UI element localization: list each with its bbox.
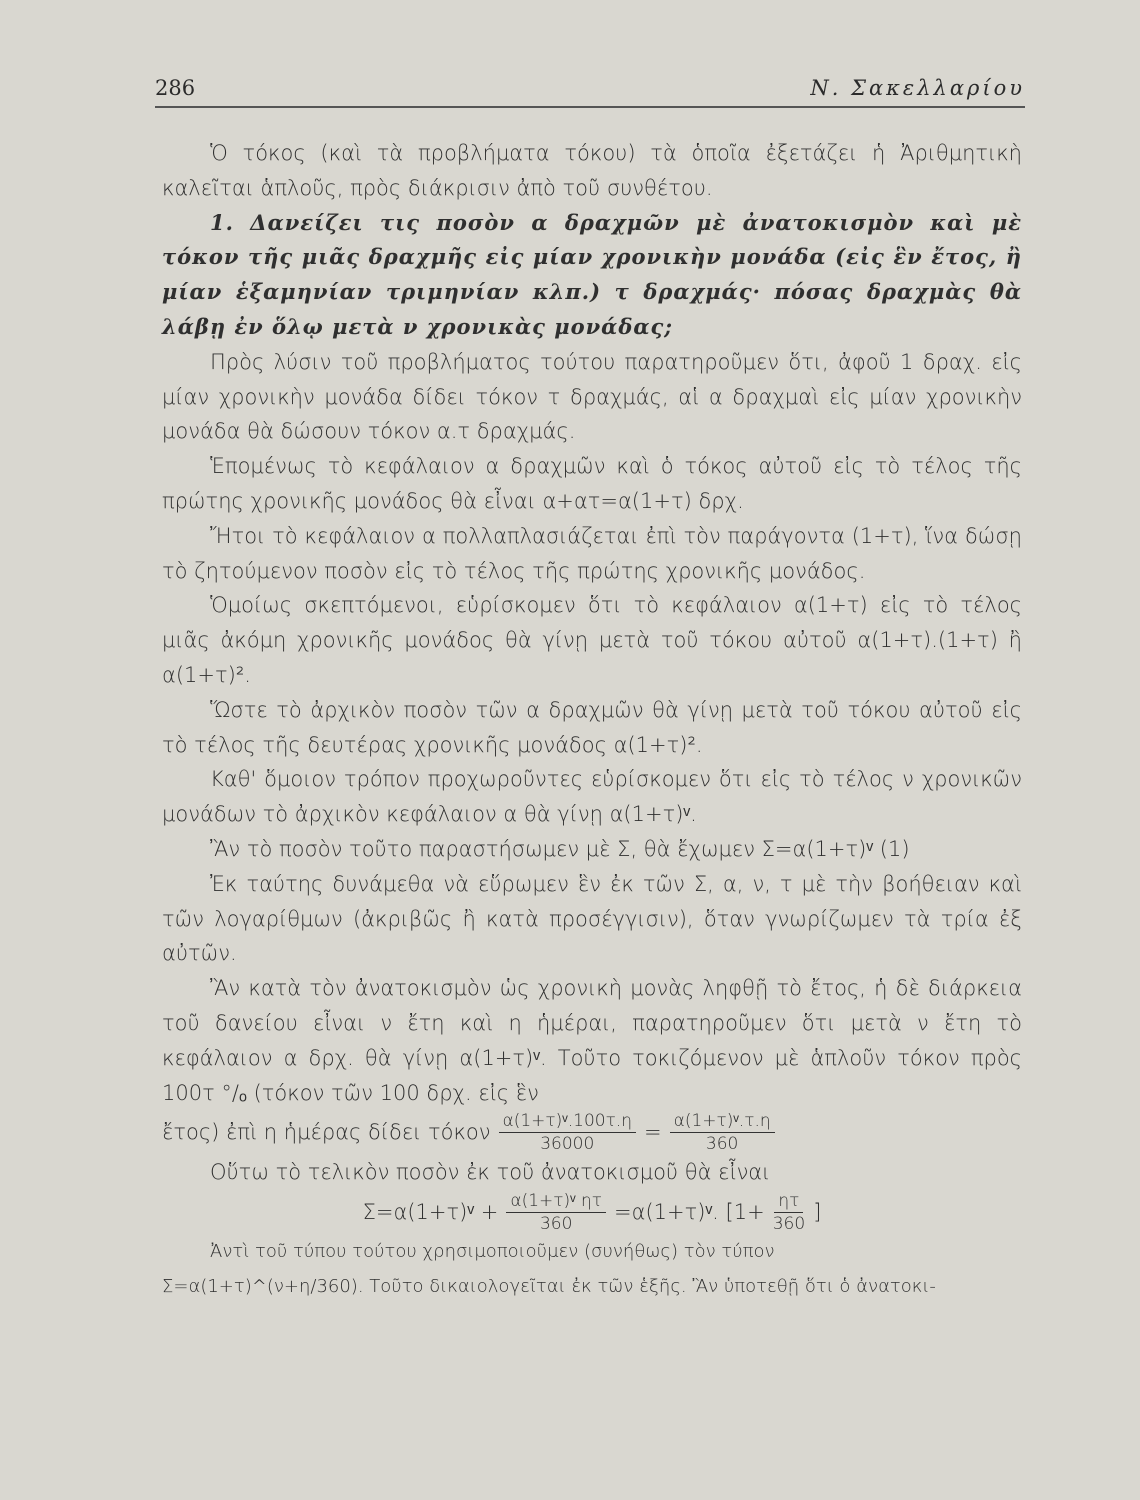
- page-number: 286: [155, 76, 196, 100]
- line-text: ἔτος) ἐπὶ η ἡμέρας δίδει τόκον: [162, 1120, 491, 1145]
- paragraph: Πρὸς λύσιν τοῦ προβλήματος τούτου παρατηροῦμεν ὅτι, ἀφοῦ 1 δραχ. εἰς μίαν χρονικὴν μονάδα δίδει τόκον τ δραχμάς, αἱ α δραχμαὶ εἰς μίαν χρονικὴν μονάδα θὰ δώσουν τόκον α.τ δραχμάς.: [162, 349, 1022, 444]
- interest-fraction-line: [162, 1110, 1022, 1155]
- paragraph: Σ=α(1+τ)^(ν+η/360). Τοῦτο δικαιολογεῖται ἐκ τῶν ἑξῆς. Ἂν ὑποτεθῇ ὅτι ὁ ἀνατοκι-: [162, 1275, 936, 1297]
- paragraph: Ἐκ ταύτης δυνάμεθα νὰ εὕρωμεν ἓν ἐκ τῶν Σ, α, ν, τ μὲ τὴν βοήθειαν καὶ τῶν λογαρίθμων (ἀκριβῶς ἢ κατὰ προσέγγισιν), ὅταν γνωρίζωμεν τὰ τρία ἐξ αὐτῶν.: [162, 871, 1022, 966]
- paragraph: Ὁμοίως σκεπτόμενοι, εὑρίσκομεν ὅτι τὸ κεφάλαιον α(1+τ) εἰς τὸ τέλος μιᾶς ἀκόμη χρονικῆς μονάδος θὰ γίνῃ μετὰ τοῦ τόκου αὐτοῦ α(1+τ).(1+τ) ἢ α(1+τ)².: [162, 593, 1022, 687]
- fraction-numerator: α(1+τ)ᵛ.τ.η: [670, 1110, 775, 1133]
- paragraph: Ἂν κατὰ τὸν ἀνατοκισμὸν ὡς χρονικὴ μονὰς ληφθῇ τὸ ἔτος, ἡ δὲ διάρκεια τοῦ δανείου εἶναι ν ἔτη καὶ η ἡμέραι, παρατηροῦμεν ὅτι μετὰ ν ἔτη τὸ κεφάλαιον α δρχ. θὰ γίνῃ α(1+τ)ᵛ. Τοῦτο τοκιζόμενον μὲ ἁπλοῦν τόκον πρὸς 100τ °/ₒ (τόκον τῶν 100 δρχ. εἰς ἓν: [162, 976, 1022, 1105]
- formula-paragraph: Ἂν τὸ ποσὸν τοῦτο παραστήσωμεν μὲ Σ, θὰ ἔχωμεν Σ=α(1+τ)ᵛ (1): [210, 836, 910, 861]
- fraction: [506, 1190, 606, 1235]
- fraction-numerator: α(1+τ)ᵛ ητ: [506, 1190, 606, 1213]
- fraction-denominator: 360: [539, 1214, 573, 1235]
- fraction: [499, 1110, 637, 1155]
- fraction-numerator: ητ: [774, 1190, 803, 1213]
- fraction-denominator: 360: [705, 1134, 739, 1155]
- equals-sign: =: [644, 1120, 662, 1145]
- paragraph: Ὁ τόκος (καὶ τὰ προβλήματα τόκου) τὰ ὁποῖα ἐξετάζει ἡ Ἀριθμητικὴ καλεῖται ἁπλοῦς, πρὸς διάκρισιν ἀπὸ τοῦ συνθέτου.: [162, 141, 1022, 200]
- paragraph: Ἀντὶ τοῦ τύπου τούτου χρησιμοποιοῦμεν (συνήθως) τὸν τύπον: [210, 1241, 775, 1263]
- running-head: Ν. Σακελλαρίου: [810, 76, 1025, 100]
- fraction-denominator: 360: [772, 1214, 806, 1235]
- paragraph: Ὥστε τὸ ἀρχικὸν ποσὸν τῶν α δραχμῶν θὰ γίνῃ μετὰ τοῦ τόκου αὐτοῦ εἰς τὸ τέλος τῆς δευτέρας χρονικῆς μονάδος α(1+τ)².: [162, 697, 1022, 757]
- equation-right: ]: [813, 1200, 822, 1225]
- problem-statement: 1. Δανείζει τις ποσὸν α δραχμῶν μὲ ἀνατοκισμὸν καὶ μὲ τόκον τῆς μιᾶς δραχμῆς εἰς μίαν χρονικὴν μονάδα (εἰς ἓν ἔτος, ἢ μίαν ἑξαμηνίαν τριμηνίαν κλπ.) τ δραχμάς· πόσας δραχμὰς θὰ λάβῃ ἐν ὅλῳ μετὰ ν χρονικὰς μονάδας;: [162, 209, 1022, 339]
- paragraph: Ἤτοι τὸ κεφάλαιον α πολλαπλασιάζεται ἐπὶ τὸν παράγοντα (1+τ), ἵνα δώσῃ τὸ ζητούμενον ποσὸν εἰς τὸ τέλος τῆς πρώτης χρονικῆς μονάδος.: [162, 523, 1022, 583]
- fraction-denominator: 36000: [540, 1134, 595, 1155]
- equation-middle: =α(1+τ)ᵛ. [1+: [614, 1200, 765, 1225]
- fraction: [670, 1110, 775, 1155]
- fraction-numerator: α(1+τ)ᵛ.100τ.η: [499, 1110, 637, 1133]
- paragraph: Ἑπομένως τὸ κεφάλαιον α δραχμῶν καὶ ὁ τόκος αὐτοῦ εἰς τὸ τέλος τῆς πρώτης χρονικῆς μονάδος θὰ εἶναι α+ατ=α(1+τ) δρχ.: [162, 454, 1022, 513]
- paragraph: Οὕτω τὸ τελικὸν ποσὸν ἐκ τοῦ ἀνατοκισμοῦ θὰ εἶναι: [210, 1160, 771, 1185]
- equation-left: Σ=α(1+τ)ᵛ +: [362, 1200, 499, 1225]
- page-body: [162, 136, 1022, 1305]
- page-header: [155, 72, 1025, 108]
- paragraph: Καθ' ὅμοιον τρόπον προχωροῦντες εὑρίσκομεν ὅτι εἰς τὸ τέλος ν χρονικῶν μονάδων τὸ ἀρχικὸν κεφάλαιον α θὰ γίνῃ α(1+τ)ᵛ.: [162, 767, 1022, 827]
- fraction: [773, 1190, 805, 1235]
- final-equation: [162, 1190, 1022, 1235]
